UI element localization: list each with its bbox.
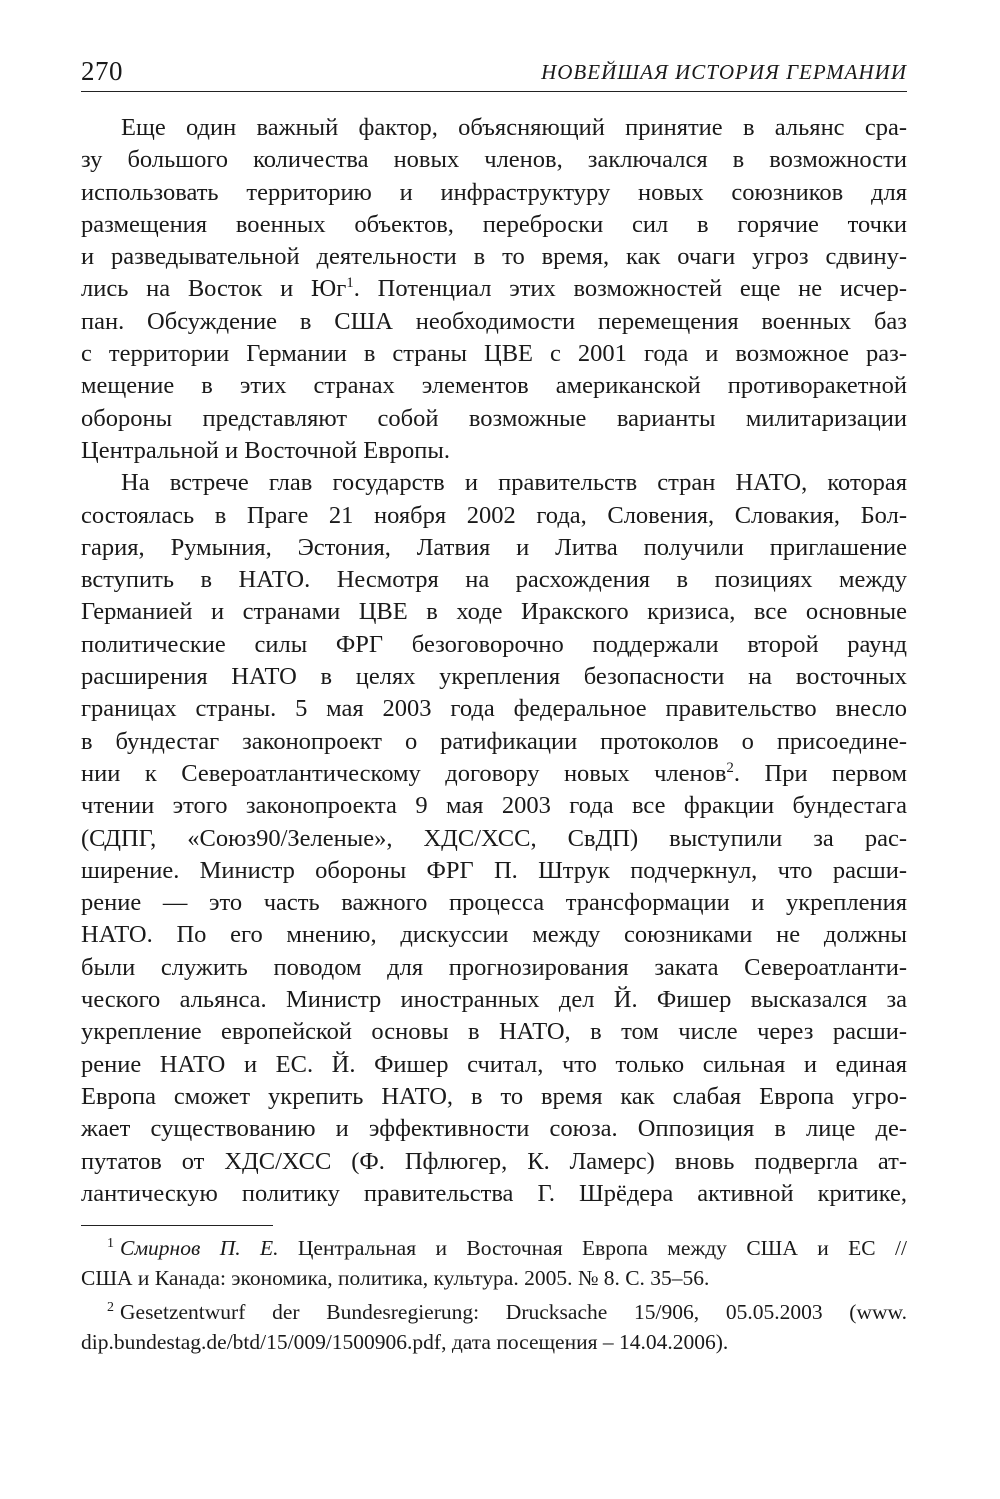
footnote-line: США и Канада: экономика, политика, культура. 2005. № 8. С. 35–56. (81, 1266, 710, 1290)
text-line: были служить поводом для прогнозирования заката Североатланти- (81, 953, 907, 981)
text-line: лантическую политику правительства Г. Шрёдера активной критике, (81, 1179, 907, 1207)
text-line: укрепление европейской основы в НАТО, в том числе через расши- (81, 1018, 907, 1046)
text-line: ческого альянса. Министр иностранных дел Й. Фишер высказался за (81, 986, 907, 1014)
text-line: НАТО. По его мнению, дискуссии между союзниками не должны (81, 921, 907, 949)
text-line: расширения НАТО в целях укрепления безопасности на восточных (81, 663, 907, 691)
text-line: пан. Обсуждение в США необходимости перемещения военных баз (81, 307, 907, 335)
text-line: с территории Германии в страны ЦВЕ с 2001 года и возможное раз- (81, 340, 907, 368)
text-line: рение НАТО и ЕС. Й. Фишер считал, что только сильная и единая (81, 1050, 907, 1078)
footnote-number: 1 (107, 1236, 114, 1251)
text-segment: лись на Восток и Юг (81, 275, 347, 303)
footnote-1 (81, 1233, 907, 1293)
footnote-author: Смирнов П. Е. (120, 1236, 279, 1260)
text-line: гария, Румыния, Эстония, Латвия и Литва получили приглашение (81, 533, 907, 561)
text-line: политические силы ФРГ безоговорочно поддержали второй раунд (81, 630, 907, 658)
text-line: Центральной и Восточной Европы. (81, 436, 450, 464)
text-line: чтении этого законопроекта 9 мая 2003 года все фракции бундестага (81, 792, 907, 820)
body-text (81, 112, 907, 1210)
footnote-text: Центральная и Восточная Европа между США и ЕС // (278, 1236, 907, 1260)
page-number: 270 (81, 56, 123, 86)
text-line: в бундестаг законопроект о ратификации протоколов о присоедине- (81, 727, 907, 755)
text-line: ширение. Министр обороны ФРГ П. Штрук подчеркнул, что расши- (81, 856, 907, 884)
text-line: На встрече глав государств и правительств стран НАТО, которая (121, 469, 907, 497)
footnote-line (81, 1233, 907, 1263)
text-line: путатов от ХДС/ХСС (Ф. Пфлюгер, К. Ламерс) вновь подвергла ат- (81, 1147, 907, 1175)
text-line: (СДПГ, «Союз90/Зеленые», ХДС/ХСС, СвДП) выступили за рас- (81, 824, 907, 852)
text-line: вступить в НАТО. Несмотря на расхождения в позициях между (81, 566, 907, 594)
running-title: НОВЕЙШАЯ ИСТОРИЯ ГЕРМАНИИ (541, 60, 907, 84)
footnote-ref-2: 2 (726, 759, 734, 776)
text-line: рение — это часть важного процесса трансформации и укрепления (81, 889, 907, 917)
text-line: мещение в этих странах элементов американской противоракетной (81, 372, 907, 400)
footnote-ref-1: 1 (346, 275, 354, 292)
text-line (81, 758, 907, 790)
footnote-text: Gesetzentwurf der Bundesregierung: Drucksache 15/906, 05.05.2003 (www. (120, 1300, 907, 1324)
text-line (81, 273, 907, 305)
page-header (81, 55, 907, 92)
text-line: использовать территорию и инфраструктуру новых союзников для (81, 178, 907, 206)
text-line: состоялась в Праге 21 ноября 2002 года, Словения, Словакия, Бол- (81, 501, 907, 529)
footnote-line: dip.bundestag.de/btd/15/009/1500906.pdf, дата посещения – 14.04.2006). (81, 1330, 729, 1354)
text-line: и разведывательной деятельности в то время, как очаги угроз сдвину- (81, 243, 907, 271)
text-line: границах страны. 5 мая 2003 года федеральное правительство внесло (81, 695, 907, 723)
text-line: Германией и странами ЦВЕ в ходе Иракского кризиса, все основные (81, 598, 907, 626)
text-segment: нии к Североатлантическому договору новых членов (81, 759, 727, 787)
text-segment: . Потенциал этих возможностей еще не исчер- (353, 275, 908, 303)
footnote-line (81, 1297, 907, 1327)
text-line: размещения военных объектов, переброски сил в горячие точки (81, 210, 907, 238)
text-line: Еще один важный фактор, объясняющий принятие в альянс сра- (121, 114, 907, 141)
text-line: жает существованию и эффективности союза. Оппозиция в лице де- (81, 1115, 907, 1143)
footnotes (81, 1233, 907, 1361)
footnote-divider (81, 1225, 273, 1226)
footnote-number: 2 (107, 1300, 114, 1315)
text-line: обороны представляют собой возможные варианты милитаризации (81, 404, 907, 432)
text-segment: . При первом (733, 759, 907, 787)
footnote-2 (81, 1297, 907, 1357)
text-line: зу большого количества новых членов, заключался в возможности (81, 146, 907, 174)
text-line: Европа сможет укрепить НАТО, в то время как слабая Европа угро- (81, 1082, 907, 1110)
